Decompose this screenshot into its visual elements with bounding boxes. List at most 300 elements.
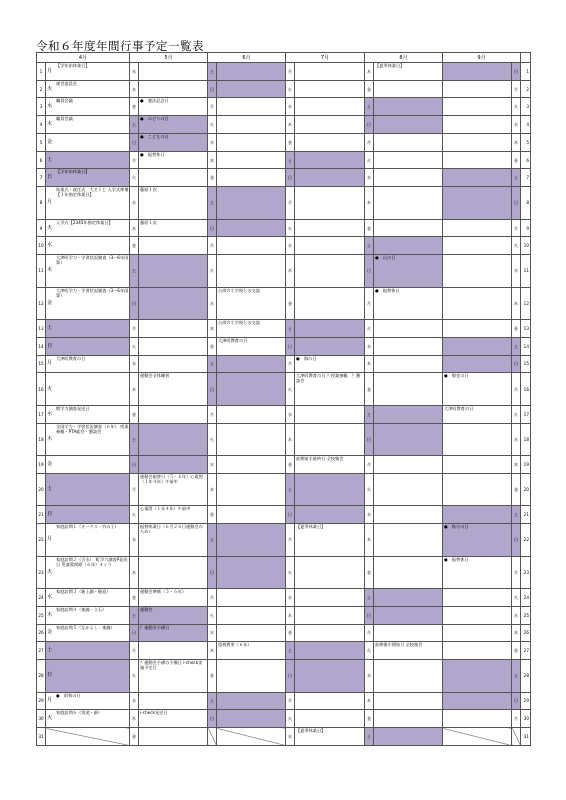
event-cell — [374, 456, 443, 474]
weekday: 土 — [365, 405, 374, 423]
event-cell — [217, 710, 286, 728]
weekday: 火 — [208, 255, 217, 288]
weekday: 土 — [47, 325, 53, 332]
event-cell: 藤原１次 — [139, 219, 208, 237]
weekday: 日 — [512, 63, 521, 81]
weekday: 金 — [365, 219, 374, 237]
weekday: 土 — [365, 589, 374, 607]
weekday: 木 — [365, 63, 374, 81]
weekday: 土 — [208, 692, 217, 710]
event-cell: 心電図（１年４年）午前中 — [139, 506, 208, 524]
event-text: 大津町教育の日 — [56, 355, 86, 361]
event-cell: ● 山の日 — [374, 255, 443, 288]
weekday: 土 — [47, 486, 53, 493]
weekday: 水 — [512, 116, 521, 134]
day-row — [37, 116, 531, 134]
weekday: 月 — [512, 556, 521, 589]
weekday: 月 — [208, 405, 217, 423]
weekday: 金 — [130, 98, 139, 116]
day-row — [37, 589, 531, 607]
event-cell: 租税教室（６年） — [217, 642, 286, 660]
weekday: 火 — [512, 405, 521, 423]
weekday: 月 — [208, 98, 217, 116]
day-row — [37, 337, 531, 355]
weekday: 日 — [130, 133, 139, 151]
day-number: 30 — [521, 710, 531, 728]
day-number: 1 — [521, 63, 531, 81]
day-row — [37, 169, 531, 187]
event-text: 家庭訪問２（引水） 町学力調査P発送日 児童質問紙（６年）オンラ — [56, 556, 128, 567]
event-text — [56, 152, 129, 169]
day-number: 23 — [37, 556, 46, 589]
weekday: 土 — [365, 237, 374, 255]
day-row — [37, 606, 531, 624]
event-cell — [46, 337, 130, 355]
weekday: 日 — [365, 255, 374, 288]
event-text: 熊学力調査発送日 — [56, 405, 90, 411]
weekday: 土 — [130, 255, 139, 288]
weekday: 土 — [286, 151, 295, 169]
weekday: 月 — [512, 219, 521, 237]
weekday: 日 — [208, 710, 217, 728]
day-number: 25 — [37, 606, 46, 624]
weekday: 月 — [130, 473, 139, 506]
event-cell — [374, 473, 443, 506]
weekday: 火 — [286, 556, 295, 589]
event-cell: ● こどもの日 — [139, 133, 208, 151]
event-cell — [295, 642, 365, 660]
weekday: 木 — [47, 267, 53, 274]
event-cell: 藤原１次 — [139, 187, 208, 220]
day-row — [37, 624, 531, 642]
event-cell — [295, 219, 365, 237]
event-cell: ● みどりの日 — [139, 116, 208, 134]
weekday: 金 — [365, 80, 374, 98]
day-number: 16 — [37, 373, 46, 406]
event-cell — [295, 133, 365, 151]
event-cell — [46, 237, 130, 255]
event-cell — [374, 187, 443, 220]
event-cell — [139, 169, 208, 187]
event-cell: 台湾の小学校との交流 — [217, 287, 286, 320]
event-cell — [46, 133, 130, 151]
day-number: 20 — [521, 473, 531, 506]
event-cell — [443, 169, 512, 187]
event-cell — [443, 728, 512, 746]
weekday: 日 — [47, 174, 53, 181]
event-cell — [217, 116, 286, 134]
day-number: 22 — [521, 524, 531, 557]
day-number: 9 — [521, 219, 531, 237]
event-cell: 【夏季休業日】 — [295, 728, 365, 746]
event-cell — [295, 237, 365, 255]
weekday: 火 — [208, 423, 217, 456]
weekday: 日 — [47, 511, 53, 518]
event-cell — [46, 373, 130, 406]
weekday: 火 — [130, 506, 139, 524]
weekday: 金 — [286, 287, 295, 320]
weekday: 木 — [208, 473, 217, 506]
event-cell — [46, 255, 130, 288]
month-header: 5月 — [130, 53, 208, 63]
weekday: 金 — [286, 133, 295, 151]
event-cell — [295, 589, 365, 607]
weekday: 火 — [512, 98, 521, 116]
weekday: 木 — [512, 287, 521, 320]
weekday: 日 — [47, 342, 53, 349]
weekday: 日 — [208, 373, 217, 406]
event-cell — [295, 287, 365, 320]
weekday: 日 — [208, 219, 217, 237]
event-cell — [443, 255, 512, 288]
weekday: 月 — [286, 187, 295, 220]
event-cell: ● 敬老の日 — [443, 373, 512, 406]
event-cell — [139, 255, 208, 288]
event-cell: 大津町教育の日 — [217, 337, 286, 355]
event-cell: 振替休業日（６月２６日運動会のため） — [139, 524, 208, 557]
event-text — [56, 642, 129, 659]
weekday: 金 — [47, 460, 53, 467]
event-cell: 前期後半開始日 全校集会 — [374, 642, 443, 660]
day-row — [37, 710, 531, 728]
weekday: 月 — [512, 80, 521, 98]
month-header: 6月 — [208, 53, 286, 63]
event-cell — [46, 219, 130, 237]
event-cell: 運動会準備（５・６年） — [139, 589, 208, 607]
day-number: 2 — [521, 80, 531, 98]
month-header: 9月 — [443, 53, 521, 63]
event-cell — [374, 692, 443, 710]
weekday: 火 — [47, 224, 53, 231]
weekday: 木 — [208, 320, 217, 338]
day-number: 4 — [37, 116, 46, 134]
event-cell — [217, 589, 286, 607]
weekday: 火 — [286, 219, 295, 237]
weekday: 水 — [286, 98, 295, 116]
day-number: 17 — [37, 405, 46, 423]
weekday: 水 — [365, 660, 374, 693]
event-cell — [295, 187, 365, 220]
weekday: 月 — [130, 320, 139, 338]
day-number: 8 — [521, 187, 531, 220]
weekday: 金 — [208, 169, 217, 187]
event-cell: ● 振替休日 — [374, 287, 443, 320]
weekday: 水 — [208, 287, 217, 320]
event-cell — [295, 337, 365, 355]
event-cell — [374, 219, 443, 237]
day-number: 11 — [521, 255, 531, 288]
weekday: 金 — [512, 642, 521, 660]
weekday: 木 — [130, 710, 139, 728]
weekday: 水 — [365, 506, 374, 524]
event-cell — [374, 589, 443, 607]
weekday: 木 — [286, 255, 295, 288]
event-cell — [46, 405, 130, 423]
weekday: 金 — [47, 299, 53, 306]
weekday: 月 — [365, 456, 374, 474]
day-number: 20 — [37, 473, 46, 506]
event-cell: ● 憲法記念日 — [139, 98, 208, 116]
weekday: 土 — [286, 320, 295, 338]
day-number: 21 — [37, 506, 46, 524]
event-cell — [295, 80, 365, 98]
weekday: 水 — [208, 624, 217, 642]
event-cell — [217, 524, 286, 557]
event-cell: 大津町教育の日 ？授業参観 ？懇談会 — [295, 373, 365, 406]
weekday: 金 — [208, 660, 217, 693]
event-cell — [443, 456, 512, 474]
day-row — [37, 524, 531, 557]
weekday: 金 — [512, 151, 521, 169]
day-row — [37, 255, 531, 288]
event-cell — [443, 624, 512, 642]
day-number: 6 — [37, 151, 46, 169]
day-number: 30 — [37, 710, 46, 728]
event-cell — [374, 506, 443, 524]
event-cell — [139, 63, 208, 81]
event-text: 家庭訪問６（別途・新） — [56, 710, 103, 716]
event-cell — [46, 63, 130, 81]
event-cell — [295, 320, 365, 338]
day-number: 16 — [521, 373, 531, 406]
weekday: 月 — [47, 199, 53, 206]
weekday: 土 — [47, 647, 53, 654]
day-number: 24 — [521, 589, 531, 607]
weekday: 土 — [47, 156, 53, 163]
event-cell — [443, 423, 512, 456]
weekday: 土 — [208, 63, 217, 81]
day-number: 18 — [521, 423, 531, 456]
event-cell — [46, 506, 130, 524]
weekday: 土 — [365, 98, 374, 116]
event-cell — [443, 355, 512, 373]
event-cell — [443, 589, 512, 607]
day-row — [37, 219, 531, 237]
weekday: 日 — [286, 660, 295, 693]
weekday: 木 — [130, 373, 139, 406]
event-cell — [295, 98, 365, 116]
day-number: 10 — [37, 237, 46, 255]
event-cell — [443, 151, 512, 169]
weekday: 月 — [130, 151, 139, 169]
event-cell: ？運動会予備の予備日 i-check実施予定日 — [139, 660, 208, 693]
weekday: 水 — [286, 728, 295, 746]
weekday: 土 — [512, 506, 521, 524]
event-cell — [217, 556, 286, 589]
event-text: 職員会議 — [56, 98, 73, 104]
day-number: 27 — [521, 642, 531, 660]
event-cell — [139, 642, 208, 660]
event-text — [56, 660, 129, 692]
day-number: 22 — [37, 524, 46, 557]
day-number: 29 — [521, 692, 531, 710]
event-cell — [443, 133, 512, 151]
day-row — [37, 287, 531, 320]
weekday: 金 — [130, 405, 139, 423]
event-cell — [374, 116, 443, 134]
event-cell — [295, 169, 365, 187]
event-cell — [374, 320, 443, 338]
weekday: 金 — [286, 456, 295, 474]
event-cell — [46, 660, 130, 693]
weekday: 日 — [512, 355, 521, 373]
weekday: 土 — [512, 337, 521, 355]
weekday: 水 — [286, 237, 295, 255]
event-cell — [374, 337, 443, 355]
weekday: 日 — [286, 169, 295, 187]
event-cell — [443, 337, 512, 355]
day-number: 27 — [37, 642, 46, 660]
event-cell: ● 海の日 — [295, 355, 365, 373]
day-number: 5 — [37, 133, 46, 151]
day-number: 26 — [37, 624, 46, 642]
event-cell — [443, 642, 512, 660]
weekday: 金 — [47, 138, 53, 145]
event-cell — [295, 692, 365, 710]
weekday: 火 — [208, 606, 217, 624]
event-cell — [217, 456, 286, 474]
weekday: 水 — [512, 423, 521, 456]
event-cell — [46, 423, 130, 456]
weekday: 金 — [208, 506, 217, 524]
weekday: 土 — [512, 169, 521, 187]
event-cell — [46, 524, 130, 557]
event-cell — [374, 98, 443, 116]
event-cell — [443, 473, 512, 506]
event-cell — [443, 219, 512, 237]
weekday: 月 — [130, 642, 139, 660]
day-number: 28 — [37, 660, 46, 693]
event-text: 職員会議 — [56, 116, 73, 122]
event-cell — [443, 187, 512, 220]
weekday: 土 — [130, 423, 139, 456]
weekday: 木 — [47, 435, 53, 442]
event-cell — [217, 255, 286, 288]
event-text — [56, 373, 129, 405]
weekday: 火 — [512, 589, 521, 607]
weekday: 水 — [365, 337, 374, 355]
event-cell — [374, 80, 443, 98]
weekday: 火 — [130, 660, 139, 693]
weekday: 火 — [130, 169, 139, 187]
weekday: 月 — [208, 589, 217, 607]
event-cell — [139, 337, 208, 355]
event-cell — [139, 423, 208, 456]
event-cell — [374, 710, 443, 728]
day-row — [37, 692, 531, 710]
weekday: 日 — [286, 337, 295, 355]
day-number: 28 — [521, 660, 531, 693]
day-number: 25 — [521, 606, 531, 624]
event-text: 大津町学力・学習状況調査（3～6年国算） — [56, 255, 129, 266]
event-cell — [46, 98, 130, 116]
day-number: 17 — [521, 405, 531, 423]
event-cell — [46, 606, 130, 624]
month-header: 8月 — [365, 53, 443, 63]
event-text: 家庭訪問５（なかよし・東錦） — [56, 624, 115, 630]
day-row — [37, 63, 531, 81]
event-cell — [374, 423, 443, 456]
event-cell — [374, 151, 443, 169]
event-cell — [46, 624, 130, 642]
day-row — [37, 98, 531, 116]
weekday: 日 — [365, 423, 374, 456]
event-cell — [443, 506, 512, 524]
weekday: 木 — [365, 187, 374, 220]
day-number: 29 — [37, 692, 46, 710]
weekday: 火 — [365, 473, 374, 506]
weekday: 月 — [286, 63, 295, 81]
weekday: 木 — [365, 524, 374, 557]
day-row — [37, 728, 531, 746]
weekday: 水 — [47, 410, 53, 417]
day-number: 7 — [521, 169, 531, 187]
day-number: 2 — [37, 80, 46, 98]
event-cell — [374, 133, 443, 151]
event-cell — [46, 320, 130, 338]
event-cell — [374, 237, 443, 255]
weekday: 水 — [130, 355, 139, 373]
weekday: 土 — [130, 606, 139, 624]
weekday: 日 — [47, 672, 53, 679]
weekday: 月 — [512, 373, 521, 406]
event-cell — [217, 506, 286, 524]
event-cell — [46, 589, 130, 607]
weekday: 土 — [208, 187, 217, 220]
weekday: 金 — [208, 337, 217, 355]
weekday: 月 — [286, 524, 295, 557]
event-cell — [443, 320, 512, 338]
event-text — [56, 134, 129, 151]
day-number: 1 — [37, 63, 46, 81]
event-text: 家庭訪問１（オークス・竹の子） — [56, 524, 119, 530]
event-cell: 台湾の小学校との交流 — [217, 320, 286, 338]
event-cell — [46, 710, 130, 728]
weekday: 日 — [208, 556, 217, 589]
event-cell — [217, 405, 286, 423]
annual-schedule-table — [36, 52, 531, 746]
event-cell — [139, 692, 208, 710]
weekday: 金 — [130, 728, 139, 746]
day-number: 13 — [521, 320, 531, 338]
event-cell: 運動会全体練習 — [139, 373, 208, 406]
event-cell — [46, 287, 130, 320]
event-cell — [443, 287, 512, 320]
weekday: 水 — [130, 524, 139, 557]
event-cell — [46, 187, 130, 220]
weekday: 水 — [286, 405, 295, 423]
event-cell — [139, 287, 208, 320]
weekday: 土 — [512, 660, 521, 693]
event-cell — [443, 80, 512, 98]
event-cell — [295, 506, 365, 524]
event-cell — [374, 624, 443, 642]
day-number: 19 — [37, 456, 46, 474]
weekday: 日 — [512, 692, 521, 710]
event-cell — [139, 80, 208, 98]
weekday: 日 — [512, 524, 521, 557]
weekday: 月 — [47, 697, 53, 704]
day-number: 13 — [37, 320, 46, 338]
weekday: 日 — [208, 80, 217, 98]
day-row — [37, 506, 531, 524]
weekday: 日 — [286, 506, 295, 524]
weekday: 土 — [208, 524, 217, 557]
weekday: 水 — [47, 103, 53, 110]
weekday: 火 — [512, 237, 521, 255]
event-text — [56, 338, 129, 355]
event-cell — [217, 133, 286, 151]
